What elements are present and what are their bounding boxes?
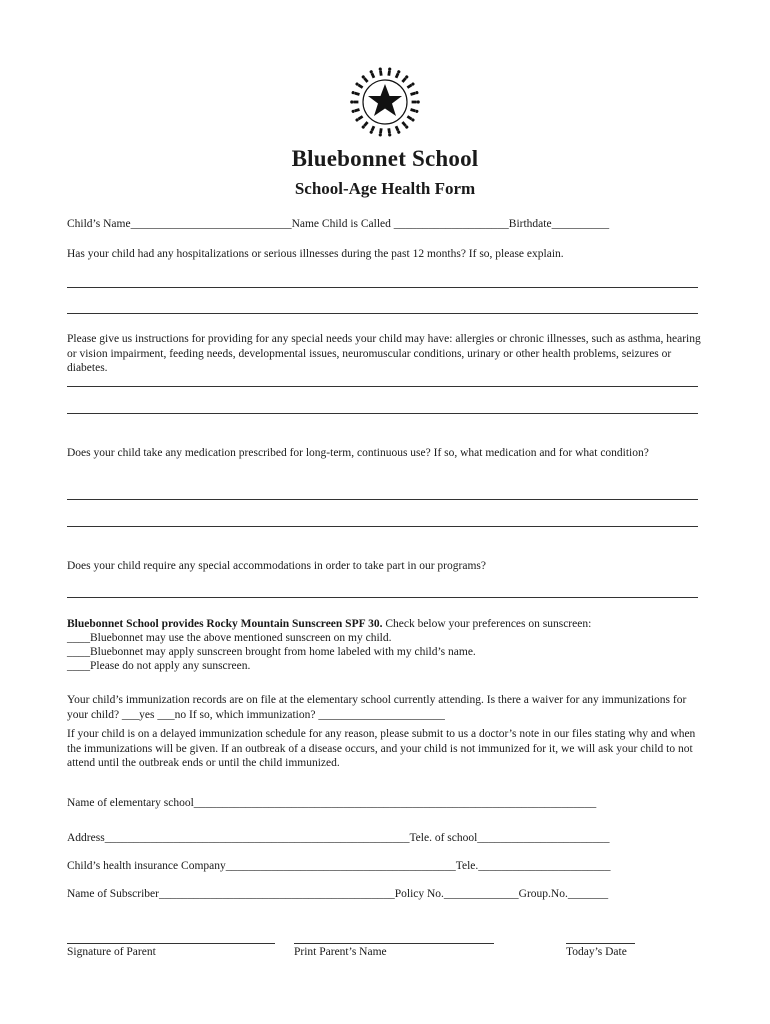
answer-line[interactable] <box>67 313 698 314</box>
elementary-school-field[interactable]: Name of elementary school______________________________________________________________________ <box>67 797 597 809</box>
logo-figure <box>361 75 369 83</box>
sunscreen-intro-rest: Check below your preferences on sunscreen: <box>382 618 592 630</box>
logo-figure <box>395 70 401 79</box>
logo-figure <box>351 91 360 96</box>
address-field[interactable]: Address_____________________________________________________Tele. of school_______________________ <box>67 832 610 844</box>
insurance-field[interactable]: Child’s health insurance Company________________________________________Tele._______________________ <box>67 860 611 872</box>
logo-figure <box>407 82 416 89</box>
print-name-line[interactable] <box>294 943 494 944</box>
logo-figure <box>355 82 364 89</box>
logo-figure <box>401 121 409 129</box>
sunscreen-option-none[interactable]: ____Please do not apply any sunscreen. <box>67 660 251 672</box>
answer-line[interactable] <box>67 526 698 527</box>
answer-line[interactable] <box>67 287 698 288</box>
school-logo <box>347 64 423 140</box>
print-name-label: Print Parent’s Name <box>294 946 387 958</box>
subscriber-field[interactable]: Name of Subscriber_________________________________________Policy No._____________Group.No._______ <box>67 888 609 900</box>
logo-figure <box>369 126 375 135</box>
sunscreen-intro <box>67 617 591 632</box>
date-label: Today’s Date <box>566 946 627 958</box>
answer-line[interactable] <box>67 413 698 414</box>
logo-figure <box>410 108 419 113</box>
logo-figure <box>395 126 401 135</box>
logo-figure <box>369 70 375 79</box>
form-title: School-Age Health Form <box>294 179 476 198</box>
signature-label: Signature of Parent <box>67 946 156 958</box>
logo-figure <box>351 108 360 113</box>
sunscreen-option-home[interactable]: ____Bluebonnet may apply sunscreen brought from home labeled with my child’s name. <box>67 646 476 658</box>
date-line[interactable] <box>566 943 635 944</box>
answer-line[interactable] <box>67 597 698 598</box>
accommodations-question: Does your child require any special accommodations in order to take part in our programs? <box>67 560 486 572</box>
immunization-delayed-note: If your child is on a delayed immunization schedule for any reason, please submit to us a doctor’s note in our files stating why and when the immunizations will be given. If an outbreak of a disease occurs, and your child is not immunized for it, we will ask your child to not attend until the outbreak ends or until the child immunized. <box>67 728 696 769</box>
child-name-row[interactable]: Child’s Name____________________________Name Child is Called ____________________Birthdate__________ <box>67 218 610 230</box>
logo-figure <box>410 91 419 96</box>
sunscreen-option-school[interactable]: ____Bluebonnet may use the above mentioned sunscreen on my child. <box>67 632 392 644</box>
logo-figure <box>412 100 420 103</box>
sunscreen-intro-bold: Bluebonnet School provides Rocky Mountain Sunscreen SPF 30. <box>67 618 383 630</box>
logo-figure <box>387 128 391 137</box>
hospitalization-question: Has your child had any hospitalizations or serious illnesses during the past 12 months? If so, please explain. <box>67 248 564 260</box>
logo-figure <box>355 115 364 122</box>
logo-figure <box>378 67 382 76</box>
school-title: Bluebonnet School <box>291 146 479 171</box>
logo-figure <box>378 128 382 137</box>
medication-question: Does your child take any medication prescribed for long-term, continuous use? If so, what medication and for what condition? <box>67 447 649 459</box>
answer-line[interactable] <box>67 386 698 387</box>
logo-figure <box>401 75 409 83</box>
logo-figure <box>407 115 416 122</box>
special-needs-question: Please give us instructions for providing for any special needs your child may have: allergies or chronic illnesses, such as asthma, hearing or vision impairment, feeding needs, developmental issues, neuromuscular conditions, urinary or other health problems, seizures or diabetes. <box>67 333 701 374</box>
logo-figure <box>350 100 358 103</box>
answer-line[interactable] <box>67 499 698 500</box>
signature-line[interactable] <box>67 943 275 944</box>
immunization-records[interactable]: Your child’s immunization records are on file at the elementary school currently attending. Is there a waiver for any immunizations for your child? ___yes ___no If so, which immunization? ______________________ <box>67 694 687 721</box>
logo-figure <box>361 121 369 129</box>
logo-figure <box>387 67 391 76</box>
